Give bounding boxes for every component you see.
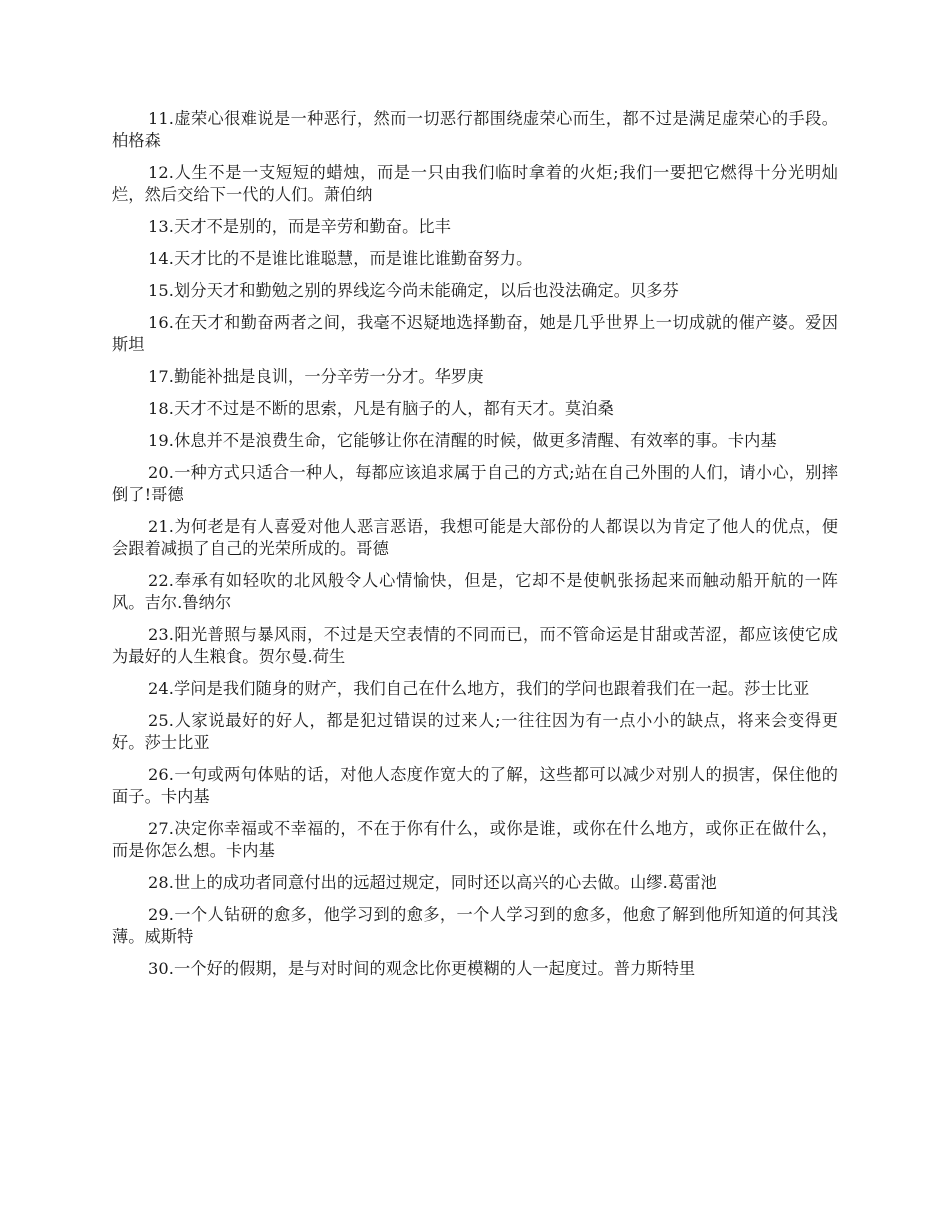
quote-paragraph-22: 22.奉承有如轻吹的北风般令人心情愉快，但是，它却不是使帆张扬起来而触动船开航的一阵风。吉尔.鲁纳尔 (112, 571, 838, 612)
quote-paragraph-14: 14.天才比的不是谁比谁聪慧，而是谁比谁勤奋努力。 (148, 249, 533, 268)
quote-paragraph-24: 24.学问是我们随身的财产，我们自己在什么地方，我们的学问也跟着我们在一起。莎士比亚 (148, 679, 810, 698)
quote-paragraph-11: 11.虚荣心很难说是一种恶行，然而一切恶行都围绕虚荣心而生，都不过是满足虚荣心的手段。柏格森 (112, 109, 838, 150)
quote-paragraph-20: 20.一种方式只适合一种人，每都应该追求属于自己的方式;站在自己外围的人们，请小心，别摔倒了!哥德 (112, 463, 838, 504)
quote-paragraph-25: 25.人家说最好的好人，都是犯过错误的过来人;一往往因为有一点小小的缺点，将来会变得更好。莎士比亚 (112, 711, 838, 752)
quote-paragraph-28: 28.世上的成功者同意付出的远超过规定，同时还以高兴的心去做。山缪.葛雷池 (148, 873, 717, 892)
quote-paragraph-23: 23.阳光普照与暴风雨，不过是天空表情的不同而已，而不管命运是甘甜或苦涩，都应该使它成为最好的人生粮食。贺尔曼.荷生 (112, 625, 838, 666)
quote-paragraph-29: 29.一个人钻研的愈多，他学习到的愈多，一个人学习到的愈多，他愈了解到他所知道的何其浅薄。威斯特 (112, 905, 838, 946)
quote-paragraph-30: 30.一个好的假期，是与对时间的观念比你更模糊的人一起度过。普力斯特里 (148, 959, 696, 978)
quote-paragraph-16: 16.在天才和勤奋两者之间，我毫不迟疑地选择勤奋，她是几乎世界上一切成就的催产婆。爱因斯坦 (112, 313, 838, 354)
quote-paragraph-26: 26.一句或两句体贴的话，对他人态度作宽大的了解，这些都可以减少对别人的损害，保住他的面子。卡内基 (112, 765, 838, 806)
quote-paragraph-19: 19.休息并不是浪费生命，它能够让你在清醒的时候，做更多清醒、有效率的事。卡内基 (148, 431, 777, 450)
quote-paragraph-15: 15.划分天才和勤勉之别的界线迄今尚未能确定，以后也没法确定。贝多芬 (148, 281, 679, 300)
quote-paragraph-13: 13.天才不是别的，而是辛劳和勤奋。比丰 (148, 217, 451, 236)
quote-paragraph-21: 21.为何老是有人喜爱对他人恶言恶语，我想可能是大部份的人都误以为肯定了他人的优点，便会跟着减损了自己的光荣所成的。哥德 (112, 517, 838, 558)
quote-paragraph-17: 17.勤能补拙是良训，一分辛劳一分才。华罗庚 (148, 367, 484, 386)
quote-paragraph-18: 18.天才不过是不断的思索，凡是有脑子的人，都有天才。莫泊桑 (148, 399, 614, 418)
quote-paragraph-27: 27.决定你幸福或不幸福的，不在于你有什么，或你是谁，或你在什么地方，或你正在做什么，而是你怎么想。卡内基 (112, 819, 838, 860)
document-page (112, 108, 838, 990)
quote-paragraph-12: 12.人生不是一支短短的蜡烛，而是一只由我们临时拿着的火炬;我们一要把它燃得十分光明灿烂，然后交给下一代的人们。萧伯纳 (112, 163, 838, 204)
